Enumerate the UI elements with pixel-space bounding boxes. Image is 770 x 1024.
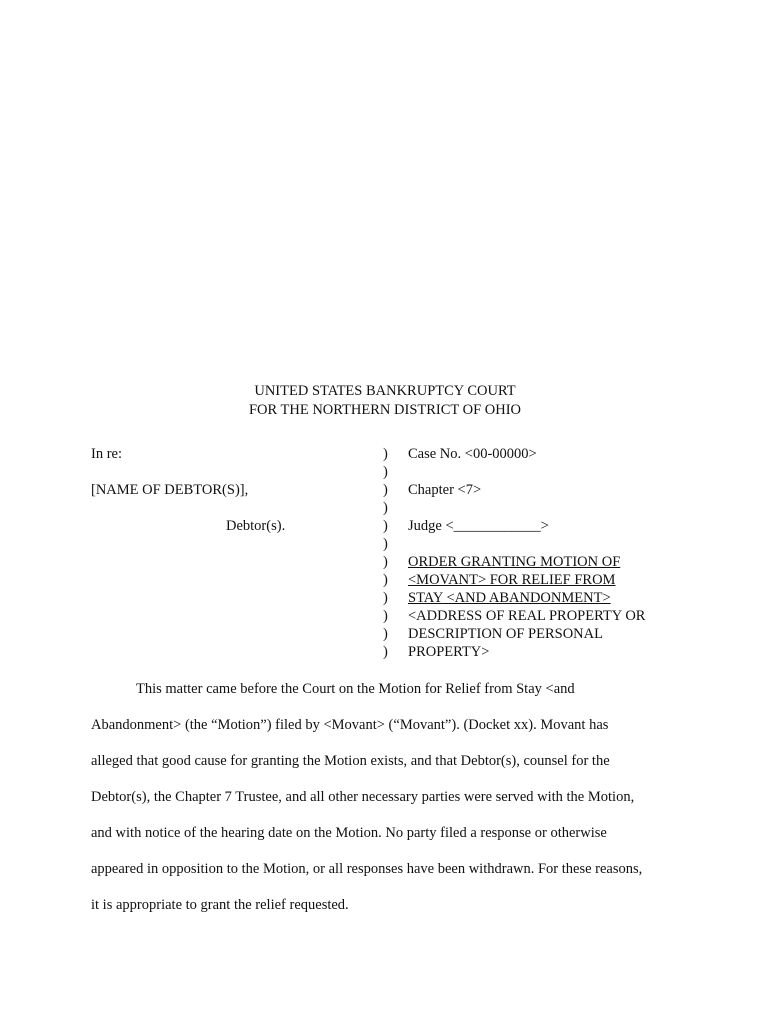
paren-8: ) [383, 572, 388, 588]
body-line-3: alleged that good cause for granting the Motion exists, and that Debtor(s), counsel for the [91, 753, 610, 769]
paren-2: ) [383, 464, 388, 480]
judge: Judge <____________> [408, 518, 549, 534]
paren-12: ) [383, 644, 388, 660]
paren-6: ) [383, 536, 388, 552]
paren-7: ) [383, 554, 388, 570]
body-line-2: Abandonment> (the “Motion”) filed by <Movant> (“Movant”). (Docket xx). Movant has [91, 717, 609, 733]
paren-10: ) [383, 608, 388, 624]
in-re-label: In re: [91, 446, 122, 462]
body-line-4: Debtor(s), the Chapter 7 Trustee, and all other necessary parties were served with the Motion, [91, 789, 635, 805]
debtor-label: Debtor(s). [226, 518, 286, 534]
paren-4: ) [383, 500, 388, 516]
order-title-line-2: <MOVANT> FOR RELIEF FROM [408, 572, 616, 588]
body-line-6: appeared in opposition to the Motion, or all responses have been withdrawn. For these reasons, [91, 861, 643, 877]
court-header [0, 382, 770, 420]
paren-1: ) [383, 446, 388, 462]
paren-3: ) [383, 482, 388, 498]
debtor-name: [NAME OF DEBTOR(S)], [91, 482, 249, 498]
paren-11: ) [383, 626, 388, 642]
paren-9: ) [383, 590, 388, 606]
property-line-2: DESCRIPTION OF PERSONAL [408, 626, 603, 642]
chapter: Chapter <7> [408, 482, 482, 498]
body-line-1: This matter came before the Court on the Motion for Relief from Stay <and [136, 681, 575, 697]
property-line-1: <ADDRESS OF REAL PROPERTY OR [408, 608, 646, 624]
paren-5: ) [383, 518, 388, 534]
order-title-line-1: ORDER GRANTING MOTION OF [408, 554, 621, 570]
case-number: Case No. <00-00000> [408, 446, 537, 462]
property-line-3: PROPERTY> [408, 644, 490, 660]
court-district: FOR THE NORTHERN DISTRICT OF OHIO [248, 402, 522, 418]
court-name: UNITED STATES BANKRUPTCY COURT [254, 383, 516, 399]
order-title-line-3: STAY <AND ABANDONMENT> [408, 590, 611, 606]
body-line-5: and with notice of the hearing date on the Motion. No party filed a response or otherwise [91, 825, 607, 841]
body-line-7: it is appropriate to grant the relief requested. [91, 897, 349, 913]
